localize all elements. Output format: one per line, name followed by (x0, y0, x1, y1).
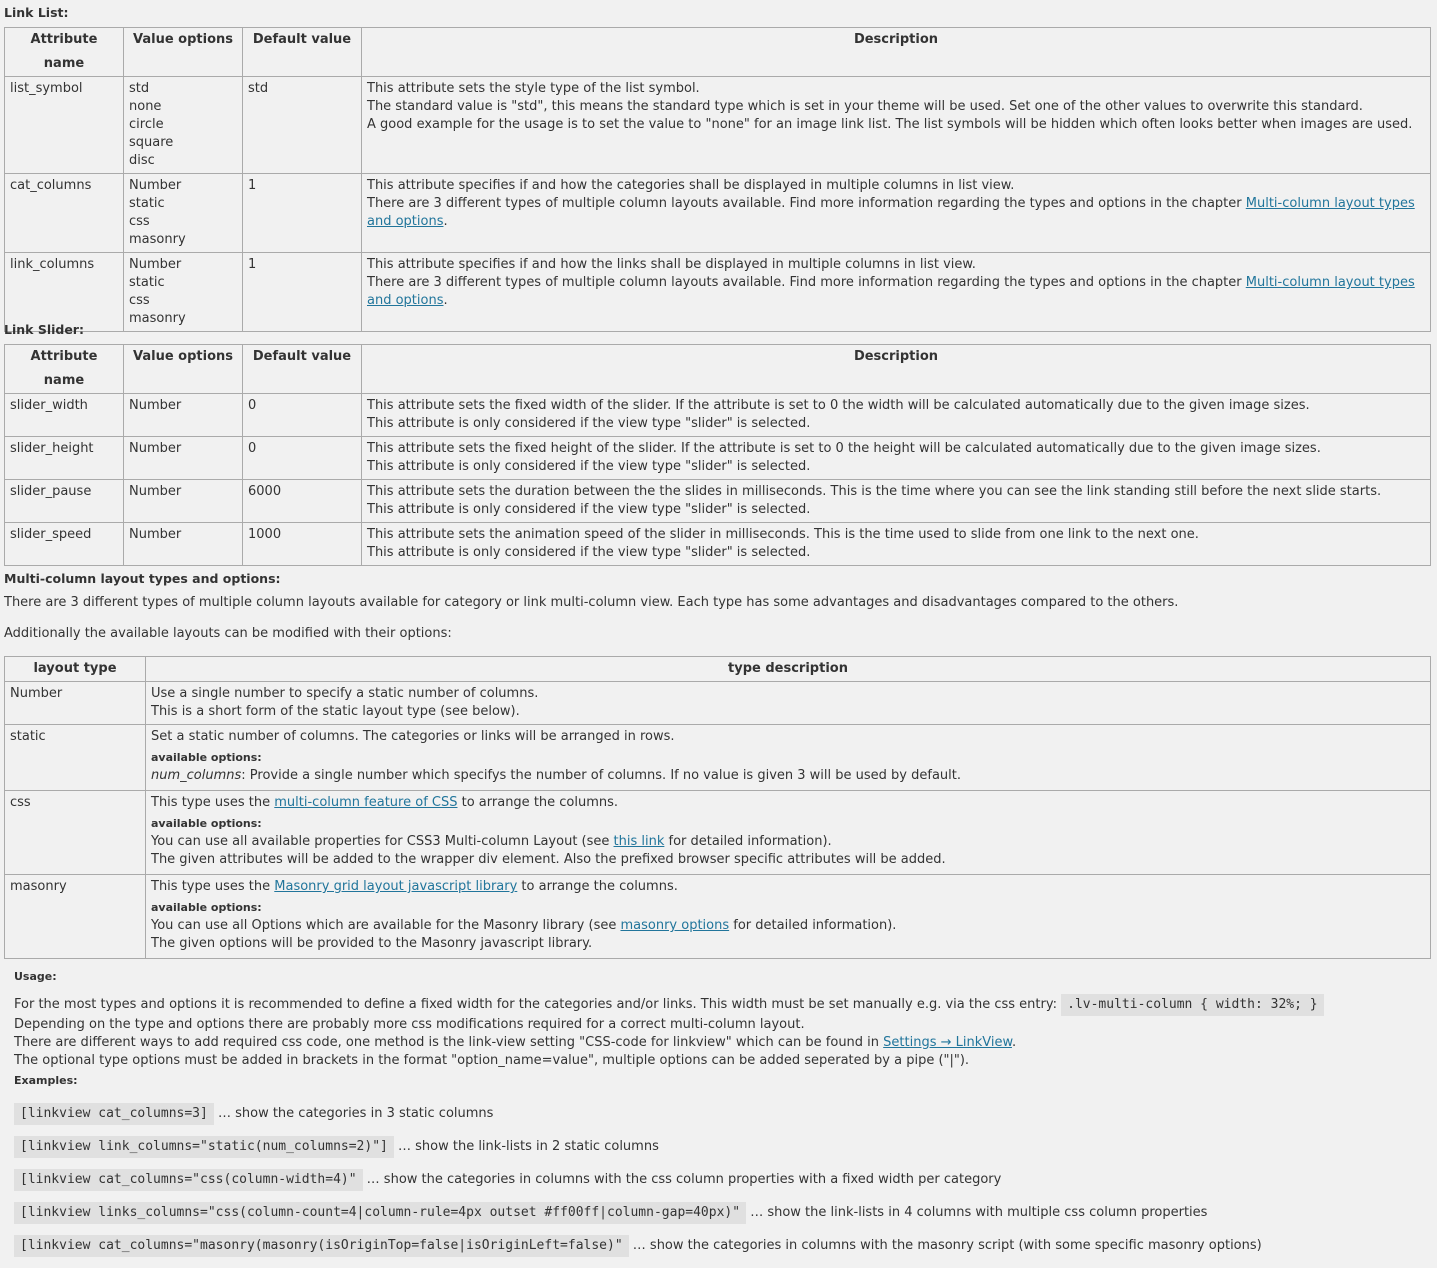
column-header: Attribute name (5, 345, 124, 394)
example-code: [linkview links_columns="css(column-count=4|column-rule=4px outset #ff00ff|column-gap=40px)" (14, 1202, 746, 1224)
multi-column-chapter-link[interactable]: Multi-column layout types and options (367, 196, 1415, 229)
table-row (5, 682, 1431, 725)
usage-text: . (1011, 1035, 1017, 1050)
table-row (5, 523, 1431, 566)
column-header: Default value (243, 28, 362, 77)
usage-line (14, 1034, 1424, 1052)
default-value: 0 (243, 394, 362, 437)
value-option: static (129, 275, 165, 290)
description-line: The given attributes will be added to the wrapper div element. Also the prefixed browser specific attributes will be added. (151, 852, 946, 867)
multicol-intro: There are 3 different types of multiple column layouts available for category or link multi-column view. Each type has some advantages and disadvantages compared to the others. (4, 595, 1179, 610)
description-text: There are 3 different types of multiple column layouts available. Find more information regarding the types and options in the chapter (367, 275, 1246, 290)
column-header: type description (146, 657, 1431, 682)
description-line: This attribute sets the fixed width of the slider. If the attribute is set to 0 the width will be calculated automatically due to the given image sizes. (367, 398, 1310, 413)
example-item (14, 1103, 1424, 1136)
layout-type: masonry (5, 875, 146, 959)
value-options (124, 77, 243, 174)
description-line (367, 274, 1425, 310)
value-option: square (129, 135, 174, 150)
description-text: . (443, 214, 448, 229)
column-header: layout type (5, 657, 146, 682)
link-slider-title: Link Slider: (4, 322, 84, 337)
description-line: The standard value is "std", this means the standard type which is set in your theme will be used. Set one of the other values to overwrite this standard. (367, 99, 1363, 114)
default-value: 1 (243, 174, 362, 253)
example-item (14, 1202, 1424, 1235)
default-value: 1 (243, 253, 362, 332)
usage-title: Usage: (14, 970, 57, 983)
example-code: [linkview link_columns="static(num_columns=2)"] (14, 1136, 394, 1158)
description-line: This attribute sets the animation speed of the slider in milliseconds. This is the time used to slide from one link to the next one. (367, 527, 1199, 542)
description-text: You can use all available properties for CSS3 Multi-column Layout (see (151, 834, 614, 849)
masonry-library-link[interactable]: Masonry grid layout javascript library (274, 879, 518, 894)
description-line: This attribute sets the style type of the list symbol. (367, 81, 700, 96)
usage-line: The optional type options must be added in brackets in the format "option_name=value", multiple options can be added seperated by a pipe ("|"). (14, 1053, 970, 1068)
table-header-row (5, 345, 1431, 394)
value-option: masonry (129, 311, 186, 326)
examples-section (14, 1072, 1424, 1268)
value-option: css (129, 214, 150, 229)
attr-name: cat_columns (5, 174, 124, 253)
description-line (367, 195, 1425, 231)
example-item (14, 1136, 1424, 1169)
description-line: Use a single number to specify a static number of columns. (151, 686, 539, 701)
multicol-title: Multi-column layout types and options: (4, 571, 281, 586)
description-line: This attribute specifies if and how the links shall be displayed in multiple columns in list view. (367, 257, 976, 272)
table-header-row (5, 657, 1431, 682)
css-multicolumn-link[interactable]: multi-column feature of CSS (274, 795, 458, 810)
description (362, 523, 1431, 566)
value-option: none (129, 99, 162, 114)
usage-line: Depending on the type and options there are probably more css modifications required for a correct multi-column layout. (14, 1017, 805, 1032)
table-row (5, 437, 1431, 480)
multicol-intro: Additionally the available layouts can be modified with their options: (4, 626, 452, 641)
description-text: This type uses the (151, 795, 275, 810)
attr-name: slider_height (5, 437, 124, 480)
layout-type: static (5, 725, 146, 791)
column-header: Attribute name (5, 28, 124, 77)
value-option: css (129, 293, 150, 308)
value-options: Number (124, 394, 243, 437)
layout-type: css (5, 791, 146, 875)
value-option: masonry (129, 232, 186, 247)
default-value: 0 (243, 437, 362, 480)
example-code: [linkview cat_columns=3] (14, 1103, 214, 1125)
type-description (146, 682, 1431, 725)
example-code: [linkview cat_columns="masonry(masonry(isOriginTop=false|isOriginLeft=false)" (14, 1235, 629, 1257)
table-row (5, 174, 1431, 253)
value-option: disc (129, 153, 155, 168)
type-description (146, 791, 1431, 875)
example-text: … show the link-lists in 4 columns with multiple css column properties (746, 1205, 1208, 1220)
attr-name: link_columns (5, 253, 124, 332)
description (362, 253, 1431, 332)
attr-name: list_symbol (5, 77, 124, 174)
this-link[interactable]: this link (613, 834, 665, 849)
description-line: This is a short form of the static layout type (see below). (151, 704, 520, 719)
description-line: A good example for the usage is to set the value to "none" for an image link list. The list symbols will be hidden which often looks better when images are used. (367, 117, 1413, 132)
option-text: : Provide a single number which specifys the number of columns. If no value is given 3 will be used by default. (241, 768, 961, 783)
example-text: … show the link-lists in 2 static columns (393, 1139, 659, 1154)
column-header: Default value (243, 345, 362, 394)
table-row (5, 394, 1431, 437)
default-value: 6000 (243, 480, 362, 523)
attr-name: slider_speed (5, 523, 124, 566)
available-options-label: available options: (151, 751, 262, 764)
value-options: Number (124, 437, 243, 480)
column-header: Value options (124, 345, 243, 394)
value-options: Number (124, 523, 243, 566)
description (362, 77, 1431, 174)
description-line: This attribute is only considered if the view type "slider" is selected. (367, 416, 811, 431)
option-name: num_columns (151, 768, 242, 783)
layout-types-table (4, 656, 1431, 959)
description-text: for detailed information). (729, 918, 897, 933)
settings-linkview-link[interactable]: Settings → LinkView (883, 1035, 1012, 1050)
value-option: Number (129, 257, 182, 272)
value-option: static (129, 196, 165, 211)
description-line (151, 794, 1425, 812)
description-text: to arrange the columns. (457, 795, 619, 810)
value-options (124, 253, 243, 332)
description-text: . (443, 293, 448, 308)
description-text: for detailed information). (664, 834, 832, 849)
example-text: … show the categories in 3 static columns (213, 1106, 494, 1121)
description-text: to arrange the columns. (517, 879, 678, 894)
usage-text: There are different ways to add required css code, one method is the link-view setting "CSS-code for linkview" which can be found in (14, 1035, 884, 1050)
usage-line (14, 994, 1424, 1016)
default-value: 1000 (243, 523, 362, 566)
example-text: … show the categories in columns with the css column properties with a fixed width per category (362, 1172, 1002, 1187)
description-line: Set a static number of columns. The categories or links will be arranged in rows. (151, 729, 675, 744)
usage-text: For the most types and options it is recommended to define a fixed width for the categories and/or links. This width must be set manually e.g. via the css entry: (14, 997, 1062, 1012)
example-text: … show the categories in columns with the masonry script (with some specific masonry options) (628, 1238, 1262, 1253)
type-description (146, 875, 1431, 959)
example-code: [linkview cat_columns="css(column-width=4)" (14, 1169, 363, 1191)
value-option: Number (129, 178, 182, 193)
description (362, 394, 1431, 437)
table-row (5, 253, 1431, 332)
table-row (5, 77, 1431, 174)
description-text: There are 3 different types of multiple column layouts available. Find more information regarding the types and options in the chapter (367, 196, 1246, 211)
description-line: This attribute sets the fixed height of the slider. If the attribute is set to 0 the height will be calculated automatically due to the given image sizes. (367, 441, 1321, 456)
css-code-sample: .lv-multi-column { width: 32%; } (1061, 994, 1323, 1016)
description-line (151, 878, 1425, 896)
description (362, 480, 1431, 523)
attr-name: slider_width (5, 394, 124, 437)
value-option: circle (129, 117, 164, 132)
description-line (151, 833, 1425, 851)
table-header-row (5, 28, 1431, 77)
description-line: This attribute is only considered if the view type "slider" is selected. (367, 502, 811, 517)
example-item (14, 1169, 1424, 1202)
link-list-title: Link List: (4, 5, 69, 20)
link-slider-table (4, 344, 1431, 566)
description-line (151, 767, 1425, 785)
multi-column-chapter-link[interactable]: Multi-column layout types and options (367, 275, 1415, 308)
default-value: std (243, 77, 362, 174)
description-text: This type uses the (151, 879, 275, 894)
column-header: Description (362, 345, 1431, 394)
available-options-label: available options: (151, 901, 262, 914)
table-row (5, 480, 1431, 523)
column-header: Value options (124, 28, 243, 77)
table-row (5, 791, 1431, 875)
description-line: The given options will be provided to the Masonry javascript library. (151, 936, 593, 951)
masonry-options-link[interactable]: masonry options (620, 918, 730, 933)
description-line: This attribute sets the duration between the the slides in milliseconds. This is the time where you can see the link standing still before the next slide starts. (367, 484, 1382, 499)
example-item (14, 1235, 1424, 1268)
table-row (5, 875, 1431, 959)
usage-section (14, 968, 1424, 1070)
link-list-table (4, 27, 1431, 332)
description-text: You can use all Options which are available for the Masonry library (see (151, 918, 621, 933)
layout-type: Number (5, 682, 146, 725)
description (362, 174, 1431, 253)
attr-name: slider_pause (5, 480, 124, 523)
examples-title: Examples: (14, 1074, 78, 1087)
table-row (5, 725, 1431, 791)
type-description (146, 725, 1431, 791)
available-options-label: available options: (151, 817, 262, 830)
description-line (151, 917, 1425, 935)
value-options (124, 174, 243, 253)
description-line: This attribute specifies if and how the categories shall be displayed in multiple columns in list view. (367, 178, 1015, 193)
column-header: Description (362, 28, 1431, 77)
description-line: This attribute is only considered if the view type "slider" is selected. (367, 459, 811, 474)
value-options: Number (124, 480, 243, 523)
value-option: std (129, 81, 150, 96)
description-line: This attribute is only considered if the view type "slider" is selected. (367, 545, 811, 560)
description (362, 437, 1431, 480)
